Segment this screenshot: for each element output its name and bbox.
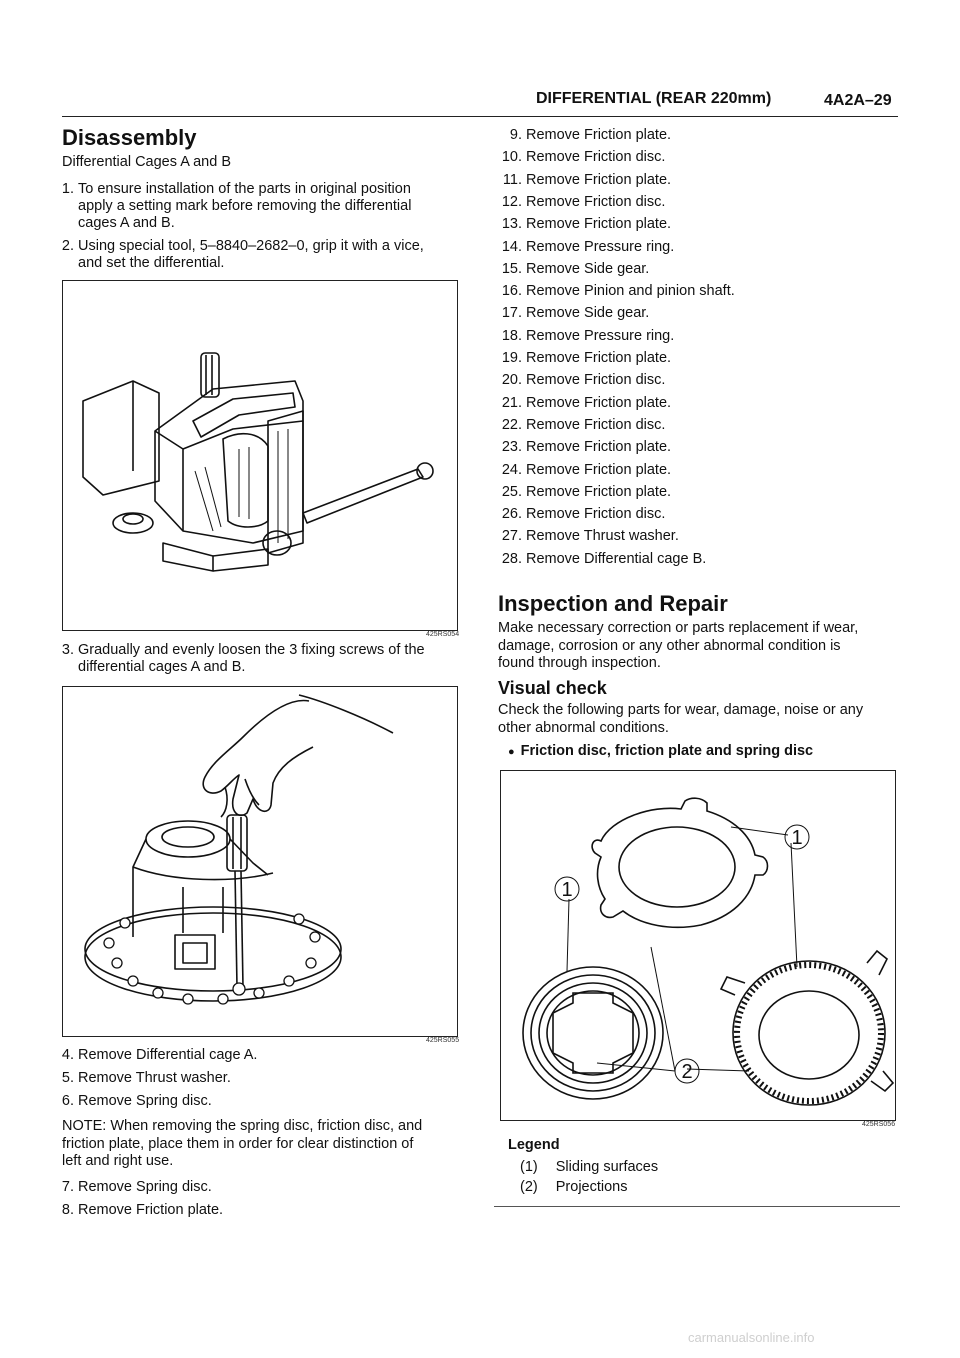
step-number: 18. [501,327,522,344]
step-11 [498,172,898,190]
step-number: 21. [501,394,522,411]
step-number: 26. [501,506,522,523]
step-16 [498,283,898,301]
legend-item [520,1157,658,1177]
step-19 [498,350,898,368]
step-number: 12. [501,193,522,210]
step-22 [498,417,898,435]
step-10 [498,149,898,167]
step-text: Remove Thrust washer. [526,528,679,545]
step-text: Remove Friction plate. [526,171,672,188]
callout-label: 1 [791,827,803,849]
note-line: NOTE: When removing the spring disc, friction disc, and [62,1118,423,1134]
step-text: Remove Pressure ring. [526,238,675,255]
step-number: 17. [501,305,522,322]
step-17 [498,305,898,323]
step-number: 1. [61,181,74,197]
check-line: Check the following parts for wear, damage, noise or any [498,702,864,718]
figure-vice-setup [62,280,458,631]
step-text: Remove Friction plate. [78,1202,224,1218]
bullet-item [508,743,813,759]
section-heading-inspection: Inspection and Repair [498,591,728,616]
bullet-text: Friction disc, friction plate and spring disc [520,743,814,759]
step-9 [498,127,898,145]
step-text: Remove Friction disc. [526,372,666,389]
step-text: Gradually and evenly loosen the 3 fixing screws of the [78,642,425,658]
step-23 [498,439,898,457]
step-7 [50,1179,462,1197]
step-26 [498,506,898,524]
step-6 [50,1093,462,1111]
step-number: 3. [61,642,74,658]
step-number: 9. [509,127,522,143]
step-text: Remove Pinion and pinion shaft. [526,283,735,300]
step-1 [50,181,462,235]
callout-label: 1 [561,879,573,901]
step-text: Remove Friction disc. [526,416,666,433]
footer-watermark: carmanualsonline.info [688,1330,815,1345]
callout-label: 2 [681,1061,693,1083]
step-text: Remove Friction plate. [526,394,672,411]
legend-title: Legend [508,1137,560,1153]
step-text: Remove Side gear. [526,305,650,322]
step-text: cages A and B. [78,215,175,231]
step-28 [498,551,898,569]
step-number: 27. [501,528,522,545]
step-text: To ensure installation of the parts in original position [78,181,411,197]
step-number: 22. [501,416,522,433]
step-text: and set the differential. [78,255,225,271]
discs-illustration [501,771,895,1120]
step-number: 14. [501,238,522,255]
step-number: 8. [61,1202,74,1218]
step-text: Remove Spring disc. [78,1179,212,1195]
step-text: Remove Friction plate. [526,127,672,143]
step-number: 19. [501,350,522,366]
note-line: friction plate, place them in order for clear distinction of [62,1135,414,1152]
step-3 [50,642,462,678]
subheading-cages: Differential Cages A and B [62,154,232,170]
figure-loosen-screws [62,686,458,1037]
step-number: 23. [501,439,522,456]
step-text: Remove Friction plate. [526,461,672,478]
step-text: Remove Friction disc. [526,149,666,166]
step-text: Using special tool, 5–8840–2682–0, grip it with a vice, [78,238,424,254]
step-12 [498,194,898,212]
inspection-intro [498,620,858,673]
visual-check-text [498,702,863,737]
legend-number: (2) [520,1179,538,1195]
step-2 [50,238,462,274]
step-number: 24. [501,461,522,478]
step-27 [498,528,898,546]
step-number: 25. [501,483,522,500]
legend-text: Projections [555,1179,628,1195]
step-15 [498,261,898,279]
step-text: Remove Friction disc. [526,193,666,210]
note [62,1118,422,1171]
step-text: apply a setting mark before removing the differential [78,198,412,214]
step-number: 16. [501,283,522,300]
header-rule [62,116,898,117]
step-text: Remove Friction plate. [526,216,672,233]
intro-line: Make necessary correction or parts replacement if wear, [498,620,859,636]
step-number: 2. [61,238,74,254]
step-text: Remove Friction disc. [526,506,666,523]
figure-code: 425RS056 [862,1121,896,1128]
legend-item [520,1177,628,1197]
step-21 [498,395,898,413]
step-text: Remove Differential cage B. [526,550,707,567]
step-24 [498,462,898,480]
vice-illustration [63,281,457,630]
step-number: 6. [61,1093,74,1109]
bullet-icon: ● [508,746,515,758]
step-text: Remove Pressure ring. [526,327,675,344]
legend-number: (1) [520,1159,538,1175]
differential-cage-illustration [63,687,457,1036]
step-number: 7. [61,1179,74,1195]
intro-line: found through inspection. [498,655,661,671]
step-number: 10. [501,149,522,166]
step-text: Remove Thrust washer. [78,1070,231,1086]
step-number: 15. [501,260,522,277]
step-4 [50,1047,462,1065]
step-number: 13. [501,216,522,233]
figure-code: 425RS055 [426,1037,460,1044]
step-text: Remove Spring disc. [78,1093,212,1109]
step-number: 11. [502,171,522,188]
step-14 [498,239,898,257]
step-text: Remove Side gear. [526,260,650,277]
step-13 [498,216,898,234]
step-25 [498,484,898,502]
step-number: 4. [61,1047,74,1063]
step-text: Remove Differential cage A. [78,1047,258,1063]
step-18 [498,328,898,346]
step-5 [50,1070,462,1088]
check-line: other abnormal conditions. [498,719,669,736]
step-8 [50,1202,462,1220]
step-number: 20. [501,372,522,389]
legend-text: Sliding surfaces [555,1159,659,1175]
step-text: differential cages A and B. [78,659,246,675]
section-heading-disassembly: Disassembly [62,125,197,150]
step-number: 5. [61,1070,74,1086]
step-text: Remove Friction plate. [526,350,672,366]
bottom-rule [494,1206,900,1207]
step-number: 28. [501,550,522,567]
figure-code: 425RS054 [426,631,460,638]
subheading-visual-check: Visual check [498,678,607,698]
running-header-title: DIFFERENTIAL (REAR 220mm) [536,90,772,107]
figure-friction-discs [500,770,896,1121]
step-text: Remove Friction plate. [526,439,672,456]
step-20 [498,372,898,390]
intro-line: damage, corrosion or any other abnormal condition is [498,637,841,654]
step-text: Remove Friction plate. [526,483,672,500]
page-number: 4A2A–29 [824,92,892,109]
note-line: left and right use. [62,1153,174,1169]
